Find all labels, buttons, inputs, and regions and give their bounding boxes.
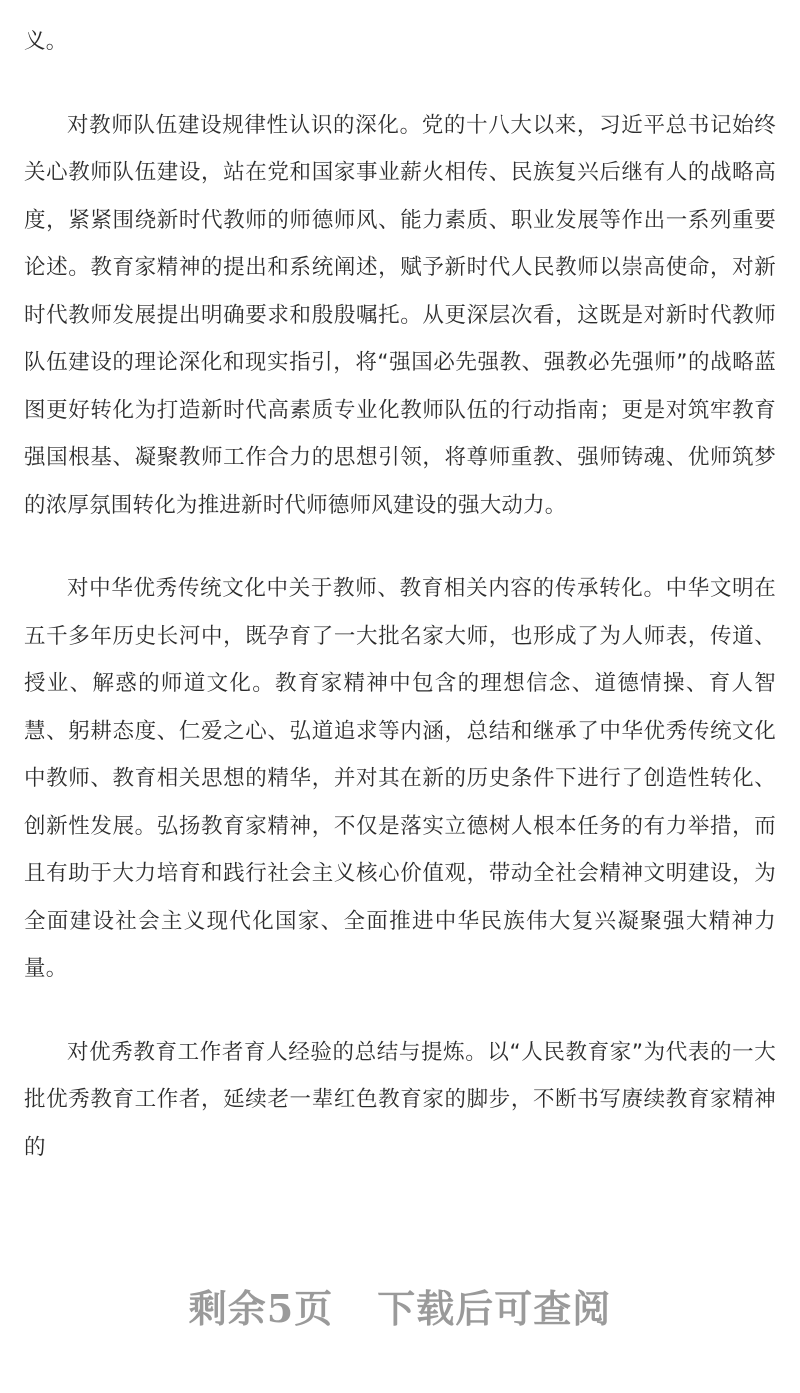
document-body (24, 18, 776, 1171)
paragraph-traditional-culture: 对中华优秀传统文化中关于教师、教育相关内容的传承转化。中华文明在五千多年历史长河中，既孕育了一大批名家大师，也形成了为人师表，传道、授业、解惑的师道文化。教育家精神中包含的理想信念、道德情操、育人智慧、躬耕态度、仁爱之心、弘道追求等内涵，总结和继承了中华优秀传统文化中教师、教育相关思想的精华，并对其在新的历史条件下进行了创造性转化、创新性发展。弘扬教育家精神，不仅是落实立德树人根本任务的有力举措，而且有助于大力培育和践行社会主义核心价值观，带动全社会精神文明建设，为全面建设社会主义现代化国家、全面推进中华民族伟大复兴凝聚强大精神力量。 (24, 576, 776, 981)
paragraph-teacher-team: 对教师队伍建设规律性认识的深化。党的十八大以来，习近平总书记始终关心教师队伍建设，站在党和国家事业薪火相传、民族复兴后继有人的战略高度，紧紧围绕新时代教师的师德师风、能力素质、职业发展等作出一系列重要论述。教育家精神的提出和系统阐述，赋予新时代人民教师以崇高使命，对新时代教师发展提出明确要求和殷殷嘱托。从更深层次看，这既是对新时代教师队伍建设的理论深化和现实指引，将“强国必先强教、强教必先强师”的战略蓝图更好转化为打造新时代高素质专业化教师队伍的行动指南；更是对筑牢教育强国根基、凝聚教师工作合力的思想引领，将尊师重教、强师铸魂、优师筑梦的浓厚氛围转化为推进新时代师德师风建设的强大动力。 (24, 112, 776, 518)
paragraph-fragment: 义。 (24, 29, 68, 54)
paragraph-gap (24, 66, 776, 102)
remaining-pages-label: 剩余5页 (188, 1286, 334, 1331)
paragraph-gap (24, 993, 776, 1029)
paragraph-gap (24, 529, 776, 565)
download-hint-label: 下载后可查阅 (377, 1286, 612, 1331)
paragraph-outstanding-educators: 对优秀教育工作者育人经验的总结与提炼。以“人民教育家”为代表的一大批优秀教育工作者，延续老一辈红色教育家的脚步，不断书写赓续教育家精神的 (24, 1039, 776, 1160)
download-prompt-banner[interactable] (0, 1286, 800, 1332)
